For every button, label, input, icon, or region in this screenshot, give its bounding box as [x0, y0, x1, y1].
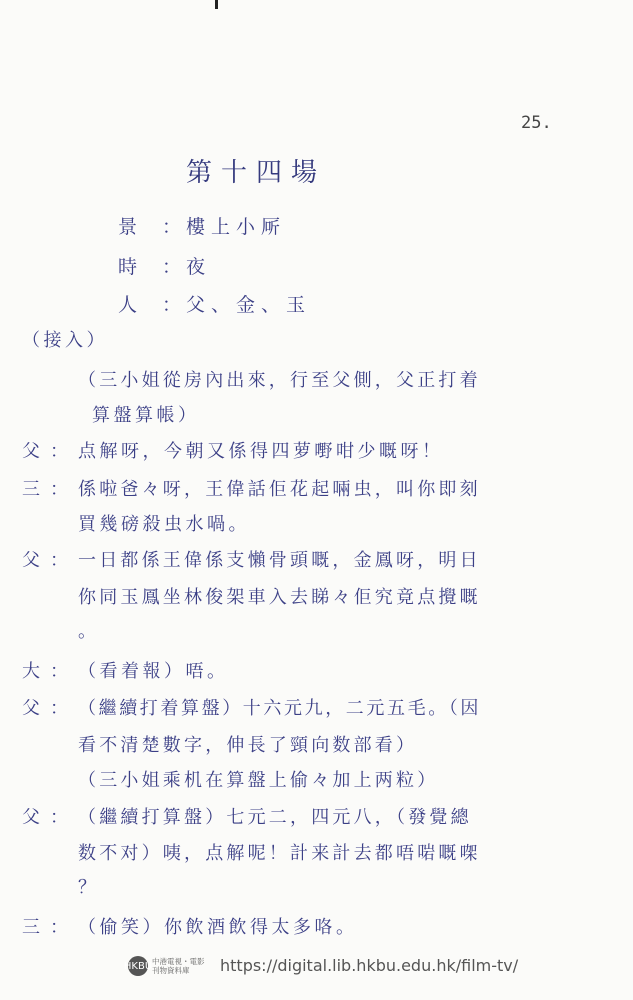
meta-value: 樓上小厛 [186, 216, 287, 238]
meta-sep: ： [162, 294, 188, 316]
speaker-name: 三 [22, 479, 40, 500]
meta-sep: ： [162, 256, 188, 278]
speaker-colon: ： [50, 441, 68, 462]
meta-value: 夜 [186, 256, 212, 278]
library-logo-icon: HKBU [128, 956, 148, 976]
speaker-colon: ： [50, 661, 68, 682]
library-name-line1: 中港電視・電影 [152, 957, 205, 966]
meta-label: 人 [118, 294, 144, 316]
meta-characters [118, 290, 311, 317]
dialogue-line: 数不对）咦，点解呢！計来計去都唔啱嘅㗎 [78, 843, 481, 864]
library-url[interactable]: https://digital.lib.hkbu.edu.hk/film-tv/ [220, 956, 519, 975]
speaker-colon: ： [50, 479, 68, 500]
dialogue-line: 你同玉鳳坐林俊架車入去睇々佢究竟点攪嘅 [78, 587, 481, 608]
library-watermark [123, 955, 212, 977]
meta-label: 時 [118, 256, 144, 278]
speaker-name: 三 [22, 917, 40, 938]
stage-direction: （三小姐乘机在算盤上偷々加上两粒） [78, 770, 439, 791]
stage-direction: 算盤算帳） [92, 405, 200, 426]
speaker-colon: ： [50, 550, 68, 571]
speaker-name: 父 [22, 441, 40, 462]
meta-time [118, 252, 211, 279]
scene-title: 第十四場 [186, 158, 327, 188]
speaker-name: 大 [22, 661, 40, 682]
meta-label: 景 [118, 216, 144, 238]
dialogue-line: 一日都係王偉係支懶骨頭嘅，金鳳呀，明日 [78, 550, 481, 571]
stage-direction: （三小姐從房內出來，行至父側，父正打着 [78, 370, 481, 391]
meta-sep: ： [162, 216, 188, 238]
page-number: 25. [521, 113, 552, 133]
dialogue-line: 買幾磅殺虫水喎。 [78, 514, 250, 535]
speaker-colon: ： [50, 917, 68, 938]
meta-setting [118, 212, 286, 239]
library-name [152, 957, 212, 975]
scan-mark [215, 0, 218, 9]
library-name-line2: 刊物資料庫 [152, 966, 190, 975]
dialogue-line: 点解呀，今朝又係得四萝嘢咁少嘅呀！ [78, 441, 444, 462]
dialogue-line: 。 [78, 621, 100, 642]
dialogue-line: ？ [78, 877, 100, 898]
dialogue-line: （偷笑）你飲酒飲得太多咯。 [78, 917, 358, 938]
meta-value: 父、金、玉 [186, 294, 312, 316]
dialogue-line: 看不清楚數字，伸長了頸向数部看） [78, 735, 418, 756]
speaker-colon: ： [50, 698, 68, 719]
dialogue-line: （看着報）唔。 [78, 661, 229, 682]
dialogue-line: 係啦爸々呀，王偉話佢花起啢虫，叫你即刻 [78, 479, 481, 500]
dialogue-line: （繼續打算盤）七元二，四元八，（發覺總 [78, 807, 472, 828]
speaker-name: 父 [22, 807, 40, 828]
speaker-name: 父 [22, 550, 40, 571]
stage-direction: （接入） [22, 330, 108, 351]
speaker-name: 父 [22, 698, 40, 719]
dialogue-line: （繼續打着算盤）十六元九，二元五毛。（因 [78, 698, 481, 719]
speaker-colon: ： [50, 807, 68, 828]
